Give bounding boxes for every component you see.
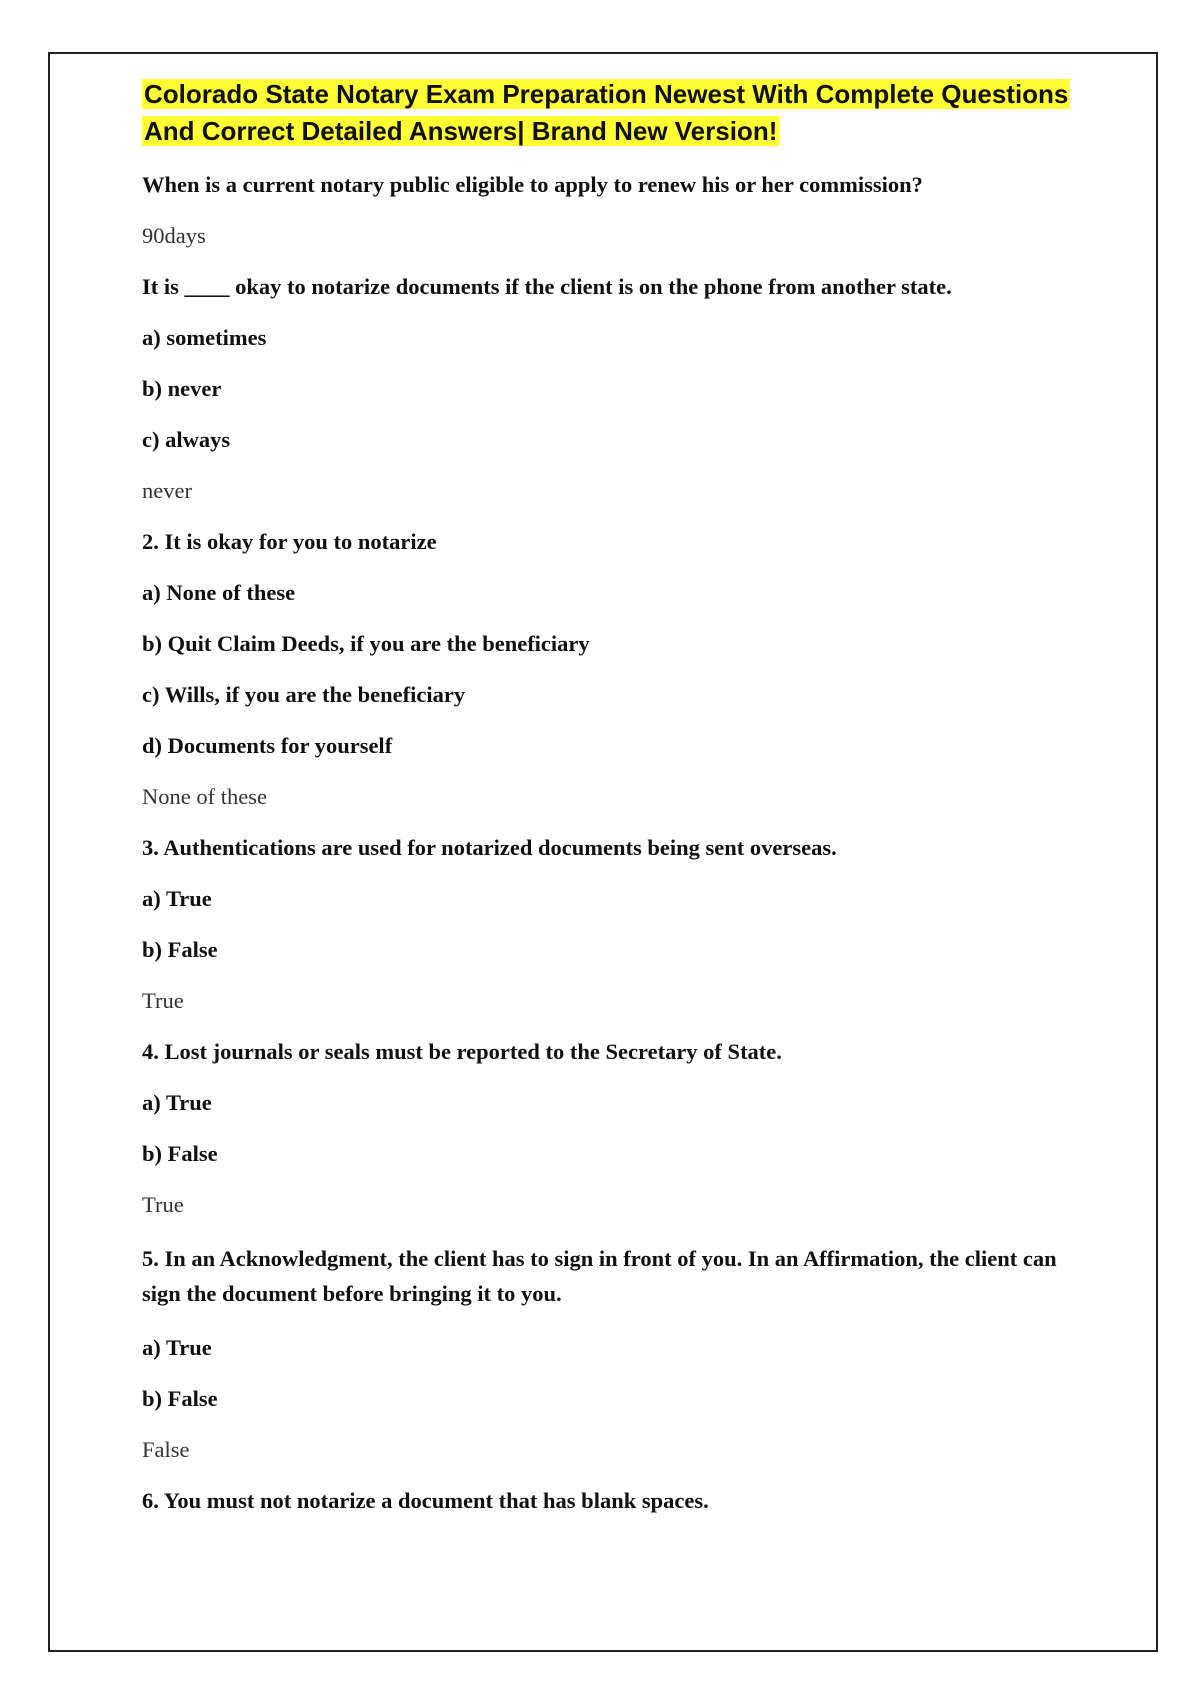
option-line: b) Quit Claim Deeds, if you are the beneficiary — [142, 631, 590, 656]
option-line: b) never — [142, 376, 222, 401]
option-line: d) Documents for yourself — [142, 733, 393, 758]
question-line: When is a current notary public eligible to apply to renew his or her commission? — [142, 172, 923, 197]
option-line: b) False — [142, 937, 218, 962]
option-line: c) always — [142, 427, 231, 452]
question-line: It is ____ okay to notarize documents if the client is on the phone from another state. — [142, 274, 952, 299]
question-line: 4. Lost journals or seals must be reported to the Secretary of State. — [142, 1039, 782, 1064]
option-line: a) True — [142, 886, 212, 911]
option-line: c) Wills, if you are the beneficiary — [142, 682, 466, 707]
option-line: a) True — [142, 1090, 212, 1115]
option-line: a) sometimes — [142, 325, 267, 350]
option-line: a) None of these — [142, 580, 296, 605]
answer-line: 90days — [142, 223, 206, 248]
question-line: 6. You must not notarize a document that has blank spaces. — [142, 1488, 709, 1513]
question-line: 2. It is okay for you to notarize — [142, 529, 437, 554]
question-line: 5. In an Acknowledgment, the client has to sign in front of you. In an Affirmation, the client can sign the document before bringing it to you. — [142, 1246, 1057, 1306]
answer-line: True — [142, 988, 184, 1013]
answer-line: False — [142, 1437, 190, 1462]
title-highlight: Colorado State Notary Exam Preparation Newest With Complete Questions And Correct Detailed Answers| Brand New Version! — [144, 79, 1069, 146]
answer-line: never — [142, 478, 192, 503]
document-body — [142, 76, 1082, 1537]
answer-line: True — [142, 1192, 184, 1217]
option-line: a) True — [142, 1335, 212, 1360]
question-line: 3. Authentications are used for notarized documents being sent overseas. — [142, 835, 837, 860]
document-title — [142, 76, 1082, 150]
answer-line: None of these — [142, 784, 267, 809]
option-line: b) False — [142, 1141, 218, 1166]
option-line: b) False — [142, 1386, 218, 1411]
